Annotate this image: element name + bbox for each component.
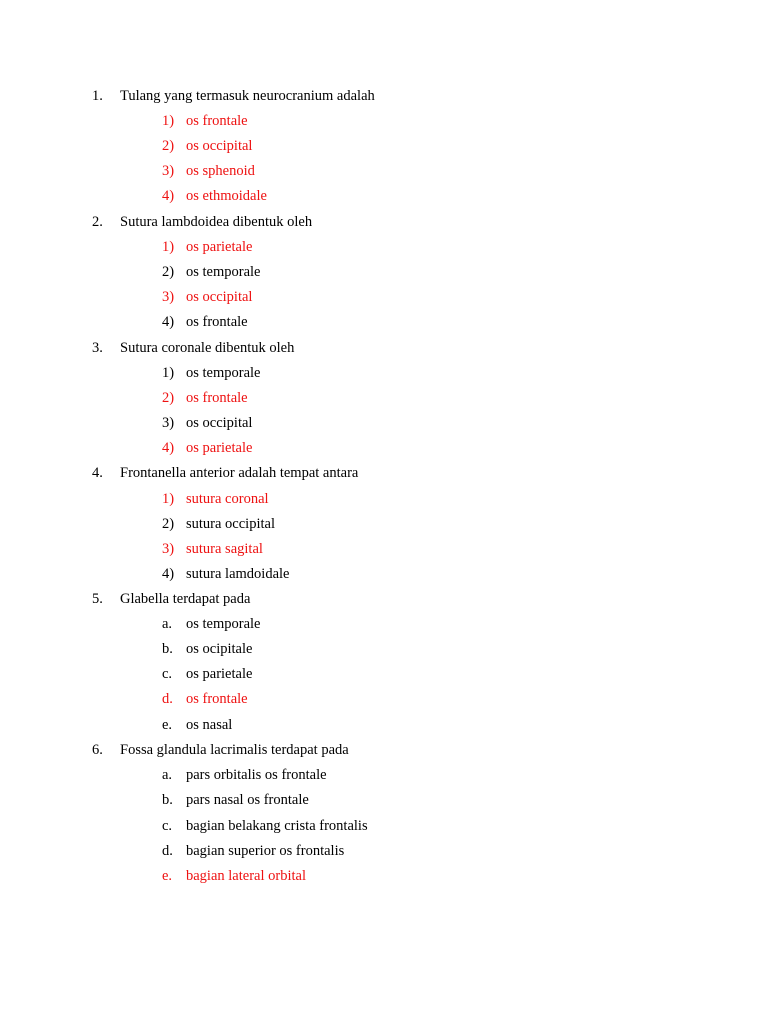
option-text: sutura sagital [186, 541, 263, 557]
option-text: os frontale [186, 314, 248, 330]
option-text: os parietale [186, 239, 253, 255]
option-text: sutura lamdoidale [186, 566, 290, 582]
option-text: os frontale [186, 691, 248, 707]
option-item [0, 864, 768, 888]
option-marker: b. [162, 792, 173, 808]
option-text: pars orbitalis os frontale [186, 767, 327, 783]
question-number: 5. [92, 591, 103, 607]
option-item [0, 662, 768, 686]
option-text: os occipital [186, 415, 253, 431]
question-6 [0, 738, 768, 762]
option-item [0, 235, 768, 259]
option-item [0, 260, 768, 284]
option-marker: e. [162, 717, 173, 733]
option-item [0, 361, 768, 385]
option-item [0, 134, 768, 158]
option-item [0, 713, 768, 737]
option-marker: c. [162, 818, 173, 834]
option-marker: a. [162, 616, 173, 632]
option-text: sutura coronal [186, 491, 269, 507]
question-text: Tulang yang termasuk neurocranium adalah [120, 88, 375, 104]
option-marker: c. [162, 666, 173, 682]
question-number: 1. [92, 88, 103, 104]
question-number: 2. [92, 214, 103, 230]
option-marker: 1) [162, 365, 175, 381]
option-marker: 3) [162, 541, 175, 557]
option-marker: 1) [162, 491, 175, 507]
option-marker: 4) [162, 188, 175, 204]
option-item [0, 839, 768, 863]
option-item [0, 386, 768, 410]
option-text: os sphenoid [186, 163, 255, 179]
option-text: os occipital [186, 289, 253, 305]
question-number: 4. [92, 465, 103, 481]
option-item [0, 788, 768, 812]
option-text: bagian lateral orbital [186, 868, 306, 884]
question-number: 3. [92, 340, 103, 356]
option-item [0, 612, 768, 636]
option-text: os parietale [186, 666, 253, 682]
option-item [0, 285, 768, 309]
option-marker: 2) [162, 516, 175, 532]
option-marker: 2) [162, 138, 175, 154]
option-marker: e. [162, 868, 173, 884]
question-text: Fossa glandula lacrimalis terdapat pada [120, 742, 349, 758]
option-item [0, 411, 768, 435]
question-3 [0, 336, 768, 360]
option-text: os temporale [186, 365, 261, 381]
option-text: os ethmoidale [186, 188, 267, 204]
option-item [0, 159, 768, 183]
option-marker: 2) [162, 390, 175, 406]
option-item [0, 109, 768, 133]
option-marker: d. [162, 843, 173, 859]
option-text: sutura occipital [186, 516, 275, 532]
option-item [0, 562, 768, 586]
question-1 [0, 84, 768, 108]
option-text: os temporale [186, 616, 261, 632]
option-text: os nasal [186, 717, 233, 733]
option-item [0, 537, 768, 561]
option-text: bagian belakang crista frontalis [186, 818, 368, 834]
option-marker: 1) [162, 239, 175, 255]
option-text: os temporale [186, 264, 261, 280]
option-item [0, 436, 768, 460]
option-marker: a. [162, 767, 173, 783]
option-marker: 2) [162, 264, 175, 280]
option-marker: b. [162, 641, 173, 657]
question-text: Frontanella anterior adalah tempat antara [120, 465, 359, 481]
option-item [0, 184, 768, 208]
option-marker: 4) [162, 440, 175, 456]
question-2 [0, 210, 768, 234]
option-item [0, 814, 768, 838]
question-4 [0, 461, 768, 485]
option-item [0, 512, 768, 536]
question-5 [0, 587, 768, 611]
option-marker: 3) [162, 163, 175, 179]
option-item [0, 487, 768, 511]
option-text: os frontale [186, 390, 248, 406]
option-marker: d. [162, 691, 173, 707]
option-text: pars nasal os frontale [186, 792, 309, 808]
option-marker: 4) [162, 566, 175, 582]
option-marker: 3) [162, 289, 175, 305]
question-text: Sutura lambdoidea dibentuk oleh [120, 214, 313, 230]
question-text: Glabella terdapat pada [120, 591, 251, 607]
option-text: bagian superior os frontalis [186, 843, 345, 859]
option-marker: 4) [162, 314, 175, 330]
option-text: os occipital [186, 138, 253, 154]
option-text: os parietale [186, 440, 253, 456]
question-number: 6. [92, 742, 103, 758]
option-text: os frontale [186, 113, 248, 129]
option-item [0, 310, 768, 334]
question-text: Sutura coronale dibentuk oleh [120, 340, 295, 356]
option-item [0, 637, 768, 661]
option-text: os ocipitale [186, 641, 253, 657]
option-item [0, 763, 768, 787]
option-item [0, 687, 768, 711]
option-marker: 3) [162, 415, 175, 431]
option-marker: 1) [162, 113, 175, 129]
